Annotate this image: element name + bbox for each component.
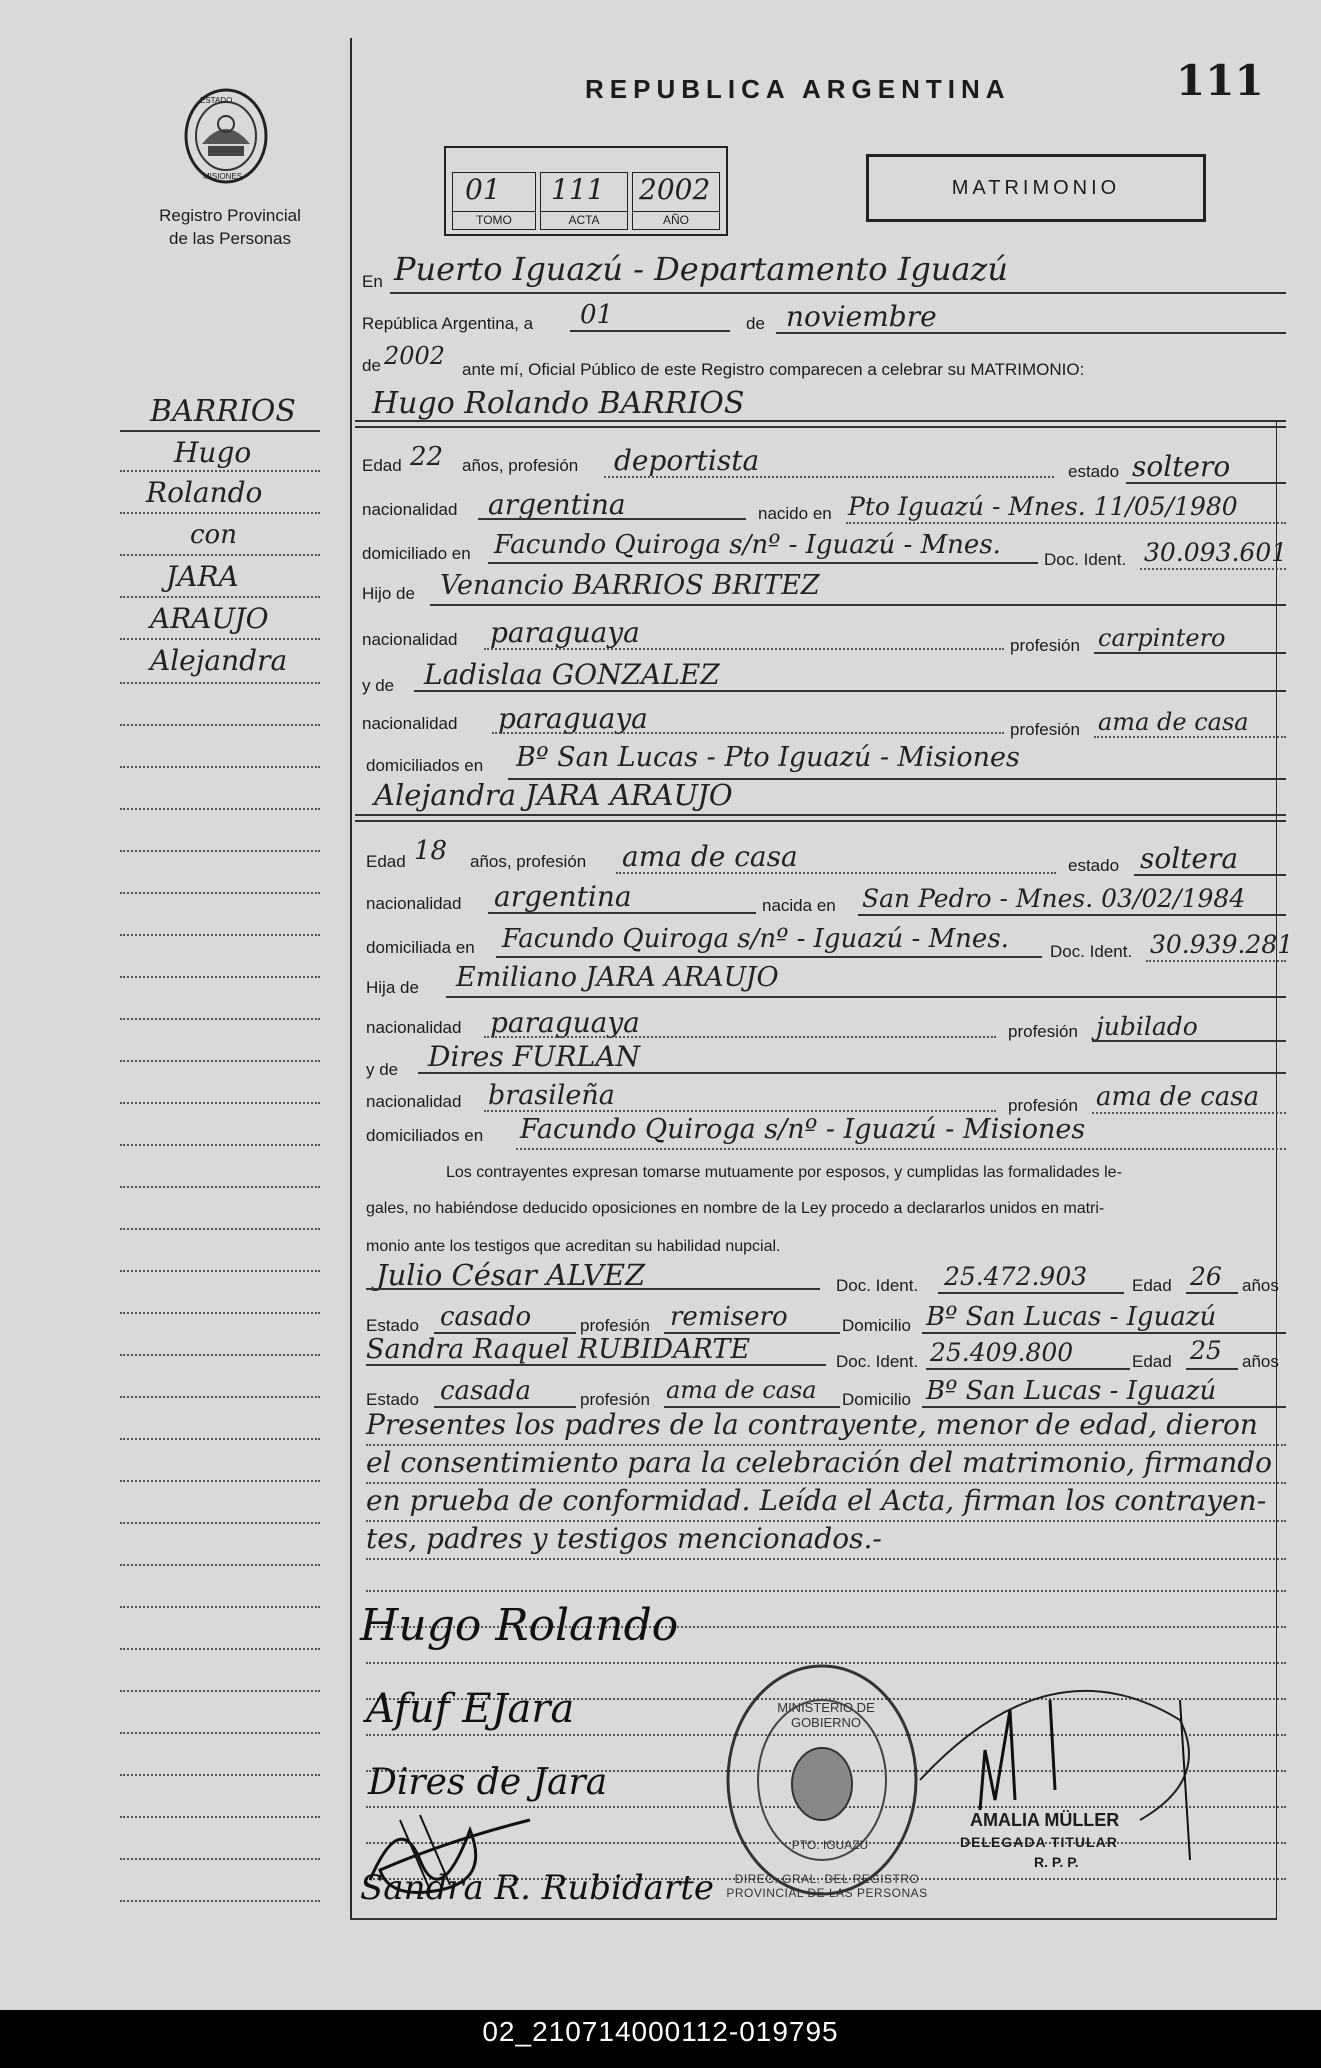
page-number: 111 [1176,56,1264,105]
groom-father-prof-label: profesión [1010,636,1080,655]
witness1-address: Bº San Lucas - Iguazú [926,1302,1217,1332]
notes-line2: el consentimiento para la celebración del matrimonio, firmando [366,1446,1273,1479]
witness1-prof-label: profesión [580,1316,650,1335]
declaration-line3: monio ante los testigos que acreditan su habilidad nupcial. [366,1238,781,1255]
groom-mother: Ladislaa GONZALEZ [424,658,720,691]
bride-profession: ama de casa [622,840,798,873]
groom-hijo-label: Hijo de [362,584,415,603]
groom-estado: soltero [1132,450,1231,483]
margin-line-7: Alejandra [150,644,288,677]
groom-nacido-label: nacido en [758,504,832,523]
bride-father-nac-label: nacionalidad [366,1018,462,1037]
margin-line-2: Hugo [174,436,252,469]
witness2-doc-label: Doc. Ident. [836,1352,919,1371]
bride-nationality: argentina [494,880,632,913]
bride-yde-label: y de [366,1060,399,1079]
witness2-anios-label: años [1242,1352,1279,1371]
witness1-estado: casado [440,1302,532,1332]
groom-nac-label: nacionalidad [362,500,458,519]
witness1-anios-label: años [1242,1276,1279,1295]
margin-line-3: Rolando [146,476,263,509]
groom-yde-label: y de [362,676,395,695]
registry-name-line2: de las Personas [169,229,291,248]
witness2-estado: casada [440,1376,532,1406]
groom-dom-label: domiciliado en [362,544,471,563]
witness1-doc-label: Doc. Ident. [836,1276,919,1295]
bride-father: Emiliano JARA ARAUJO [456,962,779,993]
groom-age: 22 [410,442,444,472]
bride-doc-label: Doc. Ident. [1050,942,1133,961]
witness1-doc: 25.472.903 [944,1262,1088,1291]
right-border [1276,420,1277,1920]
signature-bride: Afuf EJara [366,1686,575,1732]
witness2-name: Sandra Raquel RUBIDARTE [366,1334,751,1365]
official-name: AMALIA MÜLLER [970,1810,1120,1830]
bottom-rule [350,1918,1276,1920]
official-title: DELEGADA TITULAR [960,1834,1118,1850]
groom-edad-label: Edad [362,456,402,475]
groom-mother-prof-label: profesión [1010,720,1080,739]
groom-doc-label: Doc. Ident. [1044,550,1127,569]
witness2-age: 25 [1190,1336,1222,1365]
tomo-label: TOMO [453,211,535,227]
bride-father-profession: jubilado [1096,1012,1198,1041]
groom-father-nac-label: nacionalidad [362,630,458,649]
signature-bride-mother: Dires de Jara [368,1762,608,1803]
document-type-box [866,154,1206,222]
margin-line-6: ARAUJO [150,602,269,635]
witness1-age: 26 [1190,1262,1222,1291]
ante-text: ante mí, Oficial Público de este Registro comparecen a celebrar su MATRIMONIO: [462,360,1085,379]
document-type: MATRIMONIO [951,177,1121,199]
year: 2002 [384,342,446,370]
witness2-estado-label: Estado [366,1390,419,1409]
bride-mother-nac-label: nacionalidad [366,1092,462,1111]
bride-name: Alejandra JARA ARAUJO [374,778,733,812]
groom-father: Venancio BARRIOS BRITEZ [440,570,820,601]
witness2-edad-label: Edad [1132,1352,1172,1371]
bride-parents-address: Facundo Quiroga s/nº - Iguazú - Misiones [520,1114,1086,1145]
signature-groom: Hugo Rolando [360,1600,679,1651]
acta-label: ACTA [541,211,627,227]
scan-id: 02_210714000112-019795 [482,2016,839,2047]
margin-line-1: BARRIOS [150,394,296,429]
groom-address: Facundo Quiroga s/nº - Iguazú - Mnes. [494,530,1001,560]
bride-nacida-label: nacida en [762,896,836,915]
groom-mother-nationality: paraguaya [498,702,648,735]
groom-father-nationality: paraguaya [490,616,640,649]
seal-top-text: ESTADO [200,96,233,105]
witness1-dom-label: Domicilio [842,1316,911,1335]
groom-doc: 30.093.601 [1144,538,1288,567]
tomo-value: 01 [465,173,501,206]
bride-dom-label: domiciliada en [366,938,475,957]
notes-line3: en prueba de conformidad. Leída el Acta, firman los contrayen- [366,1484,1267,1517]
bride-address: Facundo Quiroga s/nº - Iguazú - Mnes. [502,924,1009,954]
bride-estado-label: estado [1068,856,1120,875]
witness2-dom-label: Domicilio [842,1390,911,1409]
de2-label: de [362,356,381,375]
bride-mother-prof-label: profesión [1008,1096,1078,1115]
witness1-profession: remisero [670,1302,788,1332]
en-label: En [362,272,383,291]
record-id-box [444,146,728,236]
bride-edad-label: Edad [366,852,406,871]
seal-bottom-text: MISIONES [203,172,243,181]
registry-name: Registro Provincial [159,206,301,225]
witness2-profession: ama de casa [666,1376,817,1404]
bride-father-nationality: paraguaya [490,1006,640,1039]
groom-estado-label: estado [1068,462,1120,481]
witness1-estado-label: Estado [366,1316,419,1335]
country-title: REPUBLICA ARGENTINA [585,74,1011,104]
bride-nac-label: nacionalidad [366,894,462,913]
stamp-ring-text: DIREC. GRAL. DEL REGISTRO PROVINCIAL DE LAS PERSONAS [726,1872,928,1900]
bride-birth: San Pedro - Mnes. 03/02/1984 [862,884,1246,913]
stamp-inner-text: MINISTERIO DE GOBIERNO [777,1700,875,1730]
notes-line4: tes, padres y testigos mencionados.- [366,1522,882,1555]
declaration-line1: Los contrayentes expresan tomarse mutuamente por esposos, y cumplidas las formalidades le- [446,1164,1122,1181]
groom-name: Hugo Rolando BARRIOS [372,386,745,421]
groom-mother-nac-label: nacionalidad [362,714,458,733]
witness1-edad-label: Edad [1132,1276,1172,1295]
bride-estado: soltera [1140,842,1239,875]
month: noviembre [786,300,937,333]
groom-prof-label: años, profesión [462,456,579,475]
bride-mother-profession: ama de casa [1096,1082,1260,1112]
groom-nationality: argentina [488,488,626,521]
bride-hija-label: Hija de [366,978,419,997]
margin-divider [350,38,352,1918]
groom-mother-profession: ama de casa [1098,708,1249,736]
declaration-line2: gales, no habiéndose deducido oposiciones en nombre de la Ley procedo a declararlos unidos en matri- [366,1200,1105,1217]
official-sub: R. P. P. [1034,1854,1079,1870]
witness2-prof-label: profesión [580,1390,650,1409]
margin-line-4: con [190,520,237,550]
republica-label: República Argentina, a [362,314,534,333]
groom-parents-address: Bº San Lucas - Pto Iguazú - Misiones [516,742,1020,773]
bride-age: 18 [414,836,448,866]
notes-line1: Presentes los padres de la contrayente, menor de edad, dieron [366,1408,1258,1441]
signature-witness2: Sandra R. Rubidarte [360,1868,714,1908]
bride-doms-label: domiciliados en [366,1126,484,1145]
margin-line-5: JARA [166,560,239,593]
stamp-bottom-text: PTO. IGUAZU [791,1838,869,1852]
de-label: de [746,314,765,333]
acta-value: 111 [551,173,605,206]
anio-label: AÑO [633,211,719,227]
place: Puerto Iguazú - Departamento Iguazú [394,250,1008,288]
groom-father-profession: carpintero [1098,624,1226,652]
bride-father-prof-label: profesión [1008,1022,1078,1041]
groom-birth: Pto Iguazú - Mnes. 11/05/1980 [848,492,1238,521]
bride-mother-nationality: brasileña [488,1080,615,1111]
bride-prof-label: años, profesión [470,852,587,871]
bride-mother: Dires FURLAN [428,1040,641,1073]
witness1-name: Julio César ALVEZ [376,1258,646,1292]
anio-value: 2002 [639,173,711,206]
groom-doms-label: domiciliados en [366,756,484,775]
bride-doc: 30.939.281 [1150,930,1294,959]
witness2-address: Bº San Lucas - Iguazú [926,1376,1217,1406]
groom-profession: deportista [614,444,760,477]
witness2-doc: 25.409.800 [930,1338,1074,1367]
day: 01 [580,300,614,330]
